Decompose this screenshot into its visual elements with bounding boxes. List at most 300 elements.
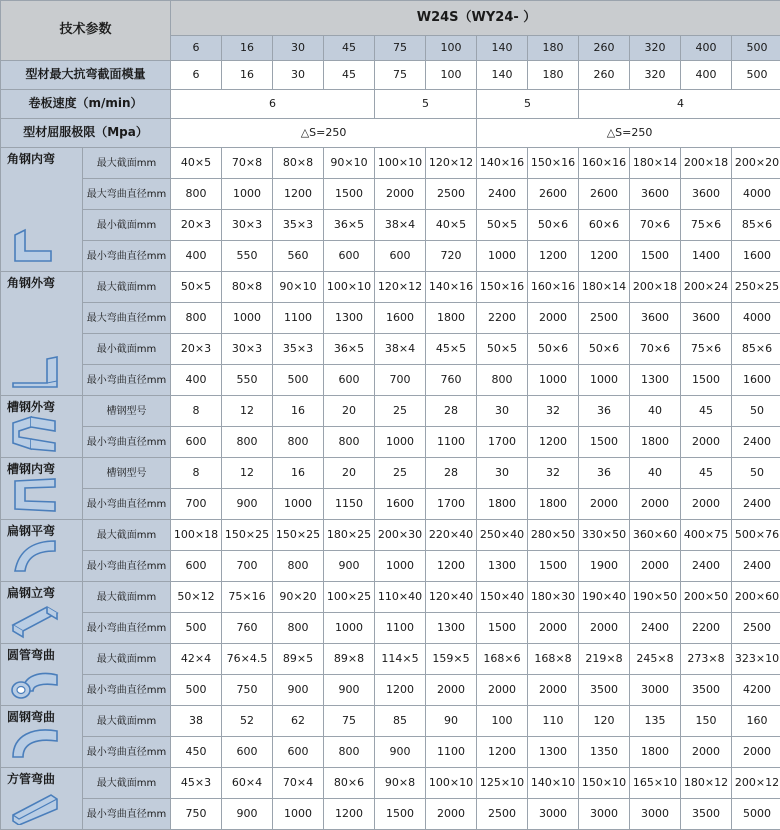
data-cell: 400×75 — [681, 520, 732, 551]
data-cell: 180×12 — [681, 768, 732, 799]
data-cell: 600 — [171, 427, 222, 458]
data-cell: 50×6 — [528, 210, 579, 241]
row-label: 型材屈服极限（Mpa） — [1, 119, 171, 148]
data-cell: 2400 — [732, 551, 780, 582]
data-cell: 2200 — [681, 613, 732, 644]
table-row — [1, 210, 780, 241]
section-label-angle-steel-outer-bend-icon: 角钢外弯 — [1, 272, 83, 396]
data-cell: 45 — [681, 458, 732, 489]
row-sublabel: 最大截面mm — [83, 644, 171, 675]
channel-steel-outer-bend-icon — [7, 413, 63, 453]
data-cell: 3000 — [528, 799, 579, 830]
data-cell: 50×5 — [477, 210, 528, 241]
data-cell: 2000 — [681, 489, 732, 520]
data-cell: 28 — [426, 458, 477, 489]
row-label: 卷板速度（m/min） — [1, 90, 171, 119]
angle-steel-inner-bend-icon — [7, 227, 63, 267]
table-row — [1, 365, 780, 396]
yield-limit-row — [1, 119, 780, 148]
section-label-channel-steel-inner-bend-icon: 槽钢内弯 — [1, 458, 83, 520]
data-cell: 1400 — [681, 241, 732, 272]
row-sublabel: 槽钢型号 — [83, 396, 171, 427]
data-cell: 30 — [477, 396, 528, 427]
data-cell: 200×50 — [681, 582, 732, 613]
row-sublabel: 槽钢型号 — [83, 458, 171, 489]
data-cell: 1200 — [528, 427, 579, 458]
data-cell: 2000 — [528, 303, 579, 334]
data-cell: 280×50 — [528, 520, 579, 551]
row-sublabel: 最小截面mm — [83, 210, 171, 241]
data-cell: 150 — [681, 706, 732, 737]
data-cell: 2400 — [732, 427, 780, 458]
data-cell: 36×5 — [324, 334, 375, 365]
data-cell: 8 — [171, 458, 222, 489]
roll-speed-cell: 6 — [171, 90, 375, 119]
data-cell: 160 — [732, 706, 780, 737]
data-cell: 159×5 — [426, 644, 477, 675]
data-cell: 75×16 — [222, 582, 273, 613]
data-cell: 1200 — [528, 241, 579, 272]
data-cell: 200×12 — [732, 768, 780, 799]
data-cell: 12 — [222, 396, 273, 427]
data-cell: 3500 — [681, 675, 732, 706]
data-cell: 25 — [375, 458, 426, 489]
data-cell: 60×4 — [222, 768, 273, 799]
section-modulus-row — [1, 61, 780, 90]
data-cell: 35×3 — [273, 334, 324, 365]
data-cell: 500 — [171, 675, 222, 706]
channel-steel-inner-bend-icon — [7, 475, 63, 515]
data-cell: 1100 — [426, 427, 477, 458]
data-cell: 100 — [477, 706, 528, 737]
data-cell: 62 — [273, 706, 324, 737]
data-cell: 114×5 — [375, 644, 426, 675]
data-cell: 200×60 — [732, 582, 780, 613]
data-cell: 100×25 — [324, 582, 375, 613]
data-cell: 600 — [171, 551, 222, 582]
data-cell: 180×25 — [324, 520, 375, 551]
data-cell: 1000 — [477, 241, 528, 272]
row-sublabel: 最小弯曲直径mm — [83, 427, 171, 458]
data-cell: 140×10 — [528, 768, 579, 799]
data-cell: 1800 — [528, 489, 579, 520]
row-sublabel: 最小弯曲直径mm — [83, 613, 171, 644]
data-cell: 760 — [426, 365, 477, 396]
data-cell: 200×30 — [375, 520, 426, 551]
table-row — [1, 582, 780, 613]
data-cell: 900 — [222, 799, 273, 830]
data-cell: 2000 — [579, 489, 630, 520]
data-cell: 40×5 — [426, 210, 477, 241]
data-cell: 560 — [273, 241, 324, 272]
row-sublabel: 最小弯曲直径mm — [83, 675, 171, 706]
data-cell: 165×10 — [630, 768, 681, 799]
data-cell: 140×16 — [477, 148, 528, 179]
data-cell: 1500 — [375, 799, 426, 830]
data-cell: 30×3 — [222, 334, 273, 365]
section-label-channel-steel-outer-bend-icon: 槽钢外弯 — [1, 396, 83, 458]
data-cell: 45×5 — [426, 334, 477, 365]
data-cell: 75×6 — [681, 210, 732, 241]
data-cell: 700 — [222, 551, 273, 582]
data-cell: 32 — [528, 396, 579, 427]
data-cell: 1600 — [375, 489, 426, 520]
angle-steel-outer-bend-icon — [7, 351, 63, 391]
data-cell: 1000 — [375, 551, 426, 582]
data-cell: 90×20 — [273, 582, 324, 613]
data-cell: 90×8 — [375, 768, 426, 799]
row-sublabel: 最小弯曲直径mm — [83, 551, 171, 582]
data-cell: 160×16 — [579, 148, 630, 179]
data-cell: 750 — [222, 675, 273, 706]
data-cell: 38×4 — [375, 210, 426, 241]
data-cell: 1800 — [630, 737, 681, 768]
data-cell: 900 — [222, 489, 273, 520]
section-modulus-cell: 320 — [630, 61, 681, 90]
data-cell: 1000 — [222, 303, 273, 334]
yield-limit-cell: △S=250 — [171, 119, 477, 148]
data-cell: 1350 — [579, 737, 630, 768]
row-sublabel: 最大截面mm — [83, 768, 171, 799]
section-modulus-cell: 30 — [273, 61, 324, 90]
row-sublabel: 最小弯曲直径mm — [83, 365, 171, 396]
data-cell: 20×3 — [171, 334, 222, 365]
table-row — [1, 427, 780, 458]
data-cell: 2400 — [477, 179, 528, 210]
data-cell: 50 — [732, 396, 780, 427]
data-cell: 1300 — [630, 365, 681, 396]
data-cell: 1000 — [222, 179, 273, 210]
data-cell: 89×5 — [273, 644, 324, 675]
data-cell: 2200 — [477, 303, 528, 334]
data-cell: 200×18 — [681, 148, 732, 179]
data-cell: 85 — [375, 706, 426, 737]
data-cell: 1600 — [732, 365, 780, 396]
roll-speed-cell: 5 — [477, 90, 579, 119]
data-cell: 3000 — [630, 799, 681, 830]
row-sublabel: 最小截面mm — [83, 334, 171, 365]
data-cell: 76×4.5 — [222, 644, 273, 675]
data-cell: 323×10 — [732, 644, 780, 675]
data-cell: 150×40 — [477, 582, 528, 613]
row-sublabel: 最小弯曲直径mm — [83, 241, 171, 272]
section-modulus-cell: 75 — [375, 61, 426, 90]
data-cell: 30×3 — [222, 210, 273, 241]
data-cell: 760 — [222, 613, 273, 644]
data-cell: 36 — [579, 458, 630, 489]
data-cell: 1000 — [324, 613, 375, 644]
data-cell: 2500 — [579, 303, 630, 334]
data-cell: 2000 — [528, 613, 579, 644]
data-cell: 1700 — [426, 489, 477, 520]
data-cell: 900 — [324, 675, 375, 706]
data-cell: 1200 — [324, 799, 375, 830]
data-cell: 2500 — [426, 179, 477, 210]
data-cell: 32 — [528, 458, 579, 489]
data-cell: 20×3 — [171, 210, 222, 241]
data-cell: 400 — [171, 365, 222, 396]
data-cell: 1150 — [324, 489, 375, 520]
data-cell: 38×4 — [375, 334, 426, 365]
data-cell: 1300 — [426, 613, 477, 644]
data-cell: 110×40 — [375, 582, 426, 613]
data-cell: 2000 — [732, 737, 780, 768]
data-cell: 1600 — [375, 303, 426, 334]
data-cell: 12 — [222, 458, 273, 489]
table-row — [1, 241, 780, 272]
data-cell: 50×5 — [477, 334, 528, 365]
data-cell: 36 — [579, 396, 630, 427]
data-cell: 140×16 — [426, 272, 477, 303]
data-cell: 2000 — [528, 675, 579, 706]
data-cell: 1100 — [273, 303, 324, 334]
table-row — [1, 303, 780, 334]
data-cell: 2400 — [732, 489, 780, 520]
data-cell: 100×18 — [171, 520, 222, 551]
data-cell: 800 — [171, 179, 222, 210]
table-row — [1, 396, 780, 427]
data-cell: 70×6 — [630, 334, 681, 365]
section-label-round-tube-bend-icon: 圆管弯曲 — [1, 644, 83, 706]
data-cell: 200×24 — [681, 272, 732, 303]
data-cell: 45 — [681, 396, 732, 427]
data-cell: 40 — [630, 396, 681, 427]
data-cell: 70×8 — [222, 148, 273, 179]
row-sublabel: 最大截面mm — [83, 582, 171, 613]
data-cell: 16 — [273, 458, 324, 489]
data-cell: 220×40 — [426, 520, 477, 551]
data-cell: 550 — [222, 241, 273, 272]
data-cell: 85×6 — [732, 334, 780, 365]
model-size-cell: 30 — [273, 36, 324, 61]
data-cell: 800 — [273, 613, 324, 644]
table-row — [1, 644, 780, 675]
data-cell: 1800 — [477, 489, 528, 520]
model-size-cell: 45 — [324, 36, 375, 61]
model-size-cell: 260 — [579, 36, 630, 61]
data-cell: 190×40 — [579, 582, 630, 613]
section-label-angle-steel-inner-bend-icon: 角钢内弯 — [1, 148, 83, 272]
data-cell: 90×10 — [324, 148, 375, 179]
round-bar-bend-icon — [7, 723, 63, 763]
table-row — [1, 737, 780, 768]
section-modulus-cell: 260 — [579, 61, 630, 90]
data-cell: 1100 — [375, 613, 426, 644]
section-modulus-cell: 100 — [426, 61, 477, 90]
data-cell: 135 — [630, 706, 681, 737]
data-cell: 90 — [426, 706, 477, 737]
data-cell: 1200 — [375, 675, 426, 706]
section-modulus-cell: 500 — [732, 61, 780, 90]
row-label: 型材最大抗弯截面模量 — [1, 61, 171, 90]
data-cell: 1000 — [273, 799, 324, 830]
section-modulus-cell: 6 — [171, 61, 222, 90]
table-row — [1, 179, 780, 210]
table-row — [1, 334, 780, 365]
data-cell: 40 — [630, 458, 681, 489]
data-cell: 800 — [222, 427, 273, 458]
data-cell: 219×8 — [579, 644, 630, 675]
data-cell: 150×16 — [528, 148, 579, 179]
data-cell: 1000 — [528, 365, 579, 396]
data-cell: 720 — [426, 241, 477, 272]
data-cell: 80×8 — [222, 272, 273, 303]
table-row — [1, 148, 780, 179]
data-cell: 3500 — [681, 799, 732, 830]
model-size-cell: 100 — [426, 36, 477, 61]
data-cell: 2600 — [528, 179, 579, 210]
data-cell: 2400 — [681, 551, 732, 582]
data-cell: 3600 — [630, 303, 681, 334]
data-cell: 100×10 — [375, 148, 426, 179]
data-cell: 3000 — [630, 675, 681, 706]
data-cell: 500 — [171, 613, 222, 644]
data-cell: 70×6 — [630, 210, 681, 241]
data-cell: 2000 — [681, 427, 732, 458]
row-sublabel: 最小弯曲直径mm — [83, 489, 171, 520]
data-cell: 2000 — [681, 737, 732, 768]
data-cell: 2000 — [375, 179, 426, 210]
data-cell: 150×16 — [477, 272, 528, 303]
data-cell: 100×10 — [324, 272, 375, 303]
data-cell: 200×18 — [630, 272, 681, 303]
data-cell: 40×5 — [171, 148, 222, 179]
data-cell: 1800 — [426, 303, 477, 334]
model-size-cell: 16 — [222, 36, 273, 61]
data-cell: 36×5 — [324, 210, 375, 241]
data-cell: 360×60 — [630, 520, 681, 551]
data-cell: 3600 — [681, 303, 732, 334]
data-cell: 70×4 — [273, 768, 324, 799]
data-cell: 3000 — [579, 799, 630, 830]
roll-speed-row — [1, 90, 780, 119]
section-label-square-tube-bend-icon: 方管弯曲 — [1, 768, 83, 830]
section-modulus-cell: 16 — [222, 61, 273, 90]
data-cell: 50×12 — [171, 582, 222, 613]
data-cell: 80×8 — [273, 148, 324, 179]
data-cell: 3600 — [681, 179, 732, 210]
data-cell: 8 — [171, 396, 222, 427]
data-cell: 100×10 — [426, 768, 477, 799]
data-cell: 2000 — [426, 675, 477, 706]
data-cell: 85×6 — [732, 210, 780, 241]
table-row — [1, 799, 780, 830]
table-row — [1, 613, 780, 644]
data-cell: 180×14 — [630, 148, 681, 179]
data-cell: 75×6 — [681, 334, 732, 365]
data-cell: 1500 — [477, 613, 528, 644]
table-row — [1, 675, 780, 706]
data-cell: 16 — [273, 396, 324, 427]
data-cell: 89×8 — [324, 644, 375, 675]
data-cell: 1200 — [273, 179, 324, 210]
data-cell: 900 — [375, 737, 426, 768]
data-cell: 5000 — [732, 799, 780, 830]
data-cell: 1900 — [579, 551, 630, 582]
model-size-cell: 6 — [171, 36, 222, 61]
data-cell: 2500 — [477, 799, 528, 830]
data-cell: 450 — [171, 737, 222, 768]
data-cell: 45×3 — [171, 768, 222, 799]
data-cell: 800 — [273, 551, 324, 582]
row-sublabel: 最大弯曲直径mm — [83, 303, 171, 334]
table-row — [1, 272, 780, 303]
data-cell: 800 — [273, 427, 324, 458]
data-cell: 600 — [324, 365, 375, 396]
data-cell: 2000 — [630, 551, 681, 582]
data-cell: 1100 — [426, 737, 477, 768]
data-cell: 900 — [273, 675, 324, 706]
data-cell: 2600 — [579, 179, 630, 210]
data-cell: 600 — [375, 241, 426, 272]
data-cell: 42×4 — [171, 644, 222, 675]
data-cell: 1700 — [477, 427, 528, 458]
data-cell: 1000 — [375, 427, 426, 458]
data-cell: 2000 — [579, 613, 630, 644]
data-cell: 1500 — [630, 241, 681, 272]
data-cell: 4000 — [732, 179, 780, 210]
row-sublabel: 最大截面mm — [83, 148, 171, 179]
data-cell: 3500 — [579, 675, 630, 706]
data-cell: 1200 — [579, 241, 630, 272]
data-cell: 28 — [426, 396, 477, 427]
data-cell: 750 — [171, 799, 222, 830]
data-cell: 1200 — [426, 551, 477, 582]
data-cell: 52 — [222, 706, 273, 737]
roll-speed-cell: 5 — [375, 90, 477, 119]
model-size-cell: 140 — [477, 36, 528, 61]
data-cell: 1000 — [273, 489, 324, 520]
model-size-cell: 500 — [732, 36, 780, 61]
data-cell: 80×6 — [324, 768, 375, 799]
data-cell: 60×6 — [579, 210, 630, 241]
data-cell: 330×50 — [579, 520, 630, 551]
data-cell: 150×25 — [222, 520, 273, 551]
section-modulus-cell: 400 — [681, 61, 732, 90]
data-cell: 3600 — [630, 179, 681, 210]
square-tube-bend-icon — [7, 785, 63, 825]
data-cell: 1300 — [324, 303, 375, 334]
row-sublabel: 最小弯曲直径mm — [83, 799, 171, 830]
table-row — [1, 551, 780, 582]
table-row — [1, 489, 780, 520]
data-cell: 400 — [171, 241, 222, 272]
data-cell: 600 — [222, 737, 273, 768]
data-cell: 550 — [222, 365, 273, 396]
data-cell: 700 — [171, 489, 222, 520]
round-tube-bend-icon — [7, 661, 63, 701]
data-cell: 168×6 — [477, 644, 528, 675]
data-cell: 75 — [324, 706, 375, 737]
row-sublabel: 最大弯曲直径mm — [83, 179, 171, 210]
data-cell: 120 — [579, 706, 630, 737]
data-cell: 600 — [273, 737, 324, 768]
data-cell: 180×30 — [528, 582, 579, 613]
section-modulus-cell: 140 — [477, 61, 528, 90]
row-sublabel: 最大截面mm — [83, 520, 171, 551]
roll-speed-cell: 4 — [579, 90, 780, 119]
data-cell: 4200 — [732, 675, 780, 706]
data-cell: 50×6 — [528, 334, 579, 365]
data-cell: 150×10 — [579, 768, 630, 799]
model-title: W24S（WY24- ） — [171, 1, 780, 36]
data-cell: 1500 — [528, 551, 579, 582]
data-cell: 200×20 — [732, 148, 780, 179]
data-cell: 110 — [528, 706, 579, 737]
section-modulus-cell: 45 — [324, 61, 375, 90]
table-row — [1, 706, 780, 737]
data-cell: 800 — [324, 737, 375, 768]
